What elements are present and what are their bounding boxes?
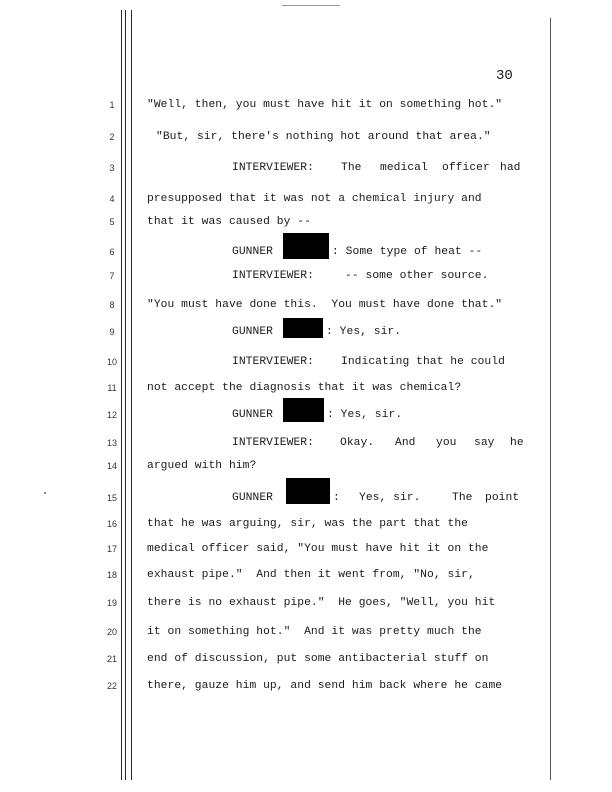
- transcript-word: had: [500, 162, 521, 174]
- speaker-label: GUNNER: [232, 409, 273, 421]
- line-number: 12: [106, 410, 117, 420]
- transcript-line: it on something hot." And it was pretty much the: [147, 626, 482, 638]
- transcript-word: : Yes, sir.: [326, 326, 402, 338]
- speaker-label: INTERVIEWER:: [232, 162, 314, 174]
- line-number: 10: [106, 357, 117, 367]
- page-number: 30: [496, 68, 513, 84]
- transcript-word: :: [333, 492, 340, 504]
- transcript-word: you: [436, 437, 457, 449]
- line-number: 17: [106, 544, 117, 554]
- redaction-box: [283, 318, 323, 338]
- line-number: 20: [106, 627, 117, 637]
- line-number: 15: [106, 493, 117, 503]
- line-number: 8: [109, 300, 115, 310]
- line-number: 19: [106, 598, 117, 608]
- line-number: 1: [109, 100, 115, 110]
- margin-rule-left-inner: [131, 10, 132, 780]
- transcript-line: not accept the diagnosis that it was chemical?: [147, 382, 462, 394]
- line-number: 7: [109, 271, 115, 281]
- transcript-word: Okay.: [340, 437, 375, 449]
- line-number: 22: [106, 681, 117, 691]
- line-number: 16: [106, 519, 117, 529]
- transcript-line: presupposed that it was not a chemical injury and: [147, 193, 482, 205]
- scan-top-mark: [282, 5, 340, 6]
- transcript-word: The: [452, 492, 473, 504]
- transcript-word: The: [341, 162, 362, 174]
- transcript-line: exhaust pipe." And then it went from, "No, sir,: [147, 569, 475, 581]
- margin-rule-right: [550, 18, 551, 780]
- transcript-line: "You must have done this. You must have done that.": [147, 299, 503, 311]
- line-number: 9: [109, 327, 115, 337]
- transcript-word: Indicating that he could: [341, 356, 505, 368]
- line-number: 13: [106, 438, 117, 448]
- transcript-word: -- some other source.: [345, 270, 489, 282]
- speaker-label: INTERVIEWER:: [232, 270, 314, 282]
- transcript-word: he: [510, 437, 524, 449]
- transcript-line: end of discussion, put some antibacterial stuff on: [147, 653, 489, 665]
- transcript-word: point: [485, 492, 520, 504]
- line-number: 4: [109, 194, 115, 204]
- transcript-line: that he was arguing, sir, was the part that the: [147, 518, 468, 530]
- line-number: 11: [107, 383, 117, 393]
- line-number: 3: [109, 163, 115, 173]
- transcript-word: medical: [380, 162, 428, 174]
- line-number: 5: [109, 217, 115, 227]
- transcript-line: there is no exhaust pipe." He goes, "Well, you hit: [147, 597, 496, 609]
- speaker-label: GUNNER: [232, 246, 273, 258]
- line-number: 14: [106, 461, 117, 471]
- transcript-word: : Some type of heat --: [332, 246, 483, 258]
- speaker-label: GUNNER: [232, 326, 273, 338]
- transcript-line: argued with him?: [147, 460, 257, 472]
- transcript-word: Yes, sir.: [359, 492, 421, 504]
- redaction-box: [283, 233, 329, 259]
- line-number: 2: [109, 132, 115, 142]
- speaker-label: INTERVIEWER:: [232, 437, 314, 449]
- transcript-word: And: [395, 437, 416, 449]
- redaction-box: [283, 398, 324, 422]
- line-number: 18: [106, 570, 117, 580]
- margin-rule-left-outer: [121, 10, 122, 780]
- transcript-line: that it was caused by --: [147, 216, 311, 228]
- speaker-label: GUNNER: [232, 492, 273, 504]
- margin-rule-left-middle: [125, 10, 126, 780]
- transcript-line: "But, sir, there's nothing hot around that area.": [156, 131, 491, 143]
- line-number: 6: [109, 247, 115, 257]
- transcript-line: "Well, then, you must have hit it on something hot.": [147, 99, 503, 111]
- transcript-line: medical officer said, "You must have hit it on the: [147, 543, 489, 555]
- transcript-line: there, gauze him up, and send him back where he came: [147, 680, 503, 692]
- transcript-word: say: [474, 437, 495, 449]
- line-number: 21: [106, 654, 117, 664]
- redaction-box: [286, 478, 330, 504]
- speaker-label: INTERVIEWER:: [232, 356, 314, 368]
- scan-speck: [44, 492, 46, 494]
- transcript-word: officer: [442, 162, 490, 174]
- transcript-word: : Yes, sir.: [327, 409, 403, 421]
